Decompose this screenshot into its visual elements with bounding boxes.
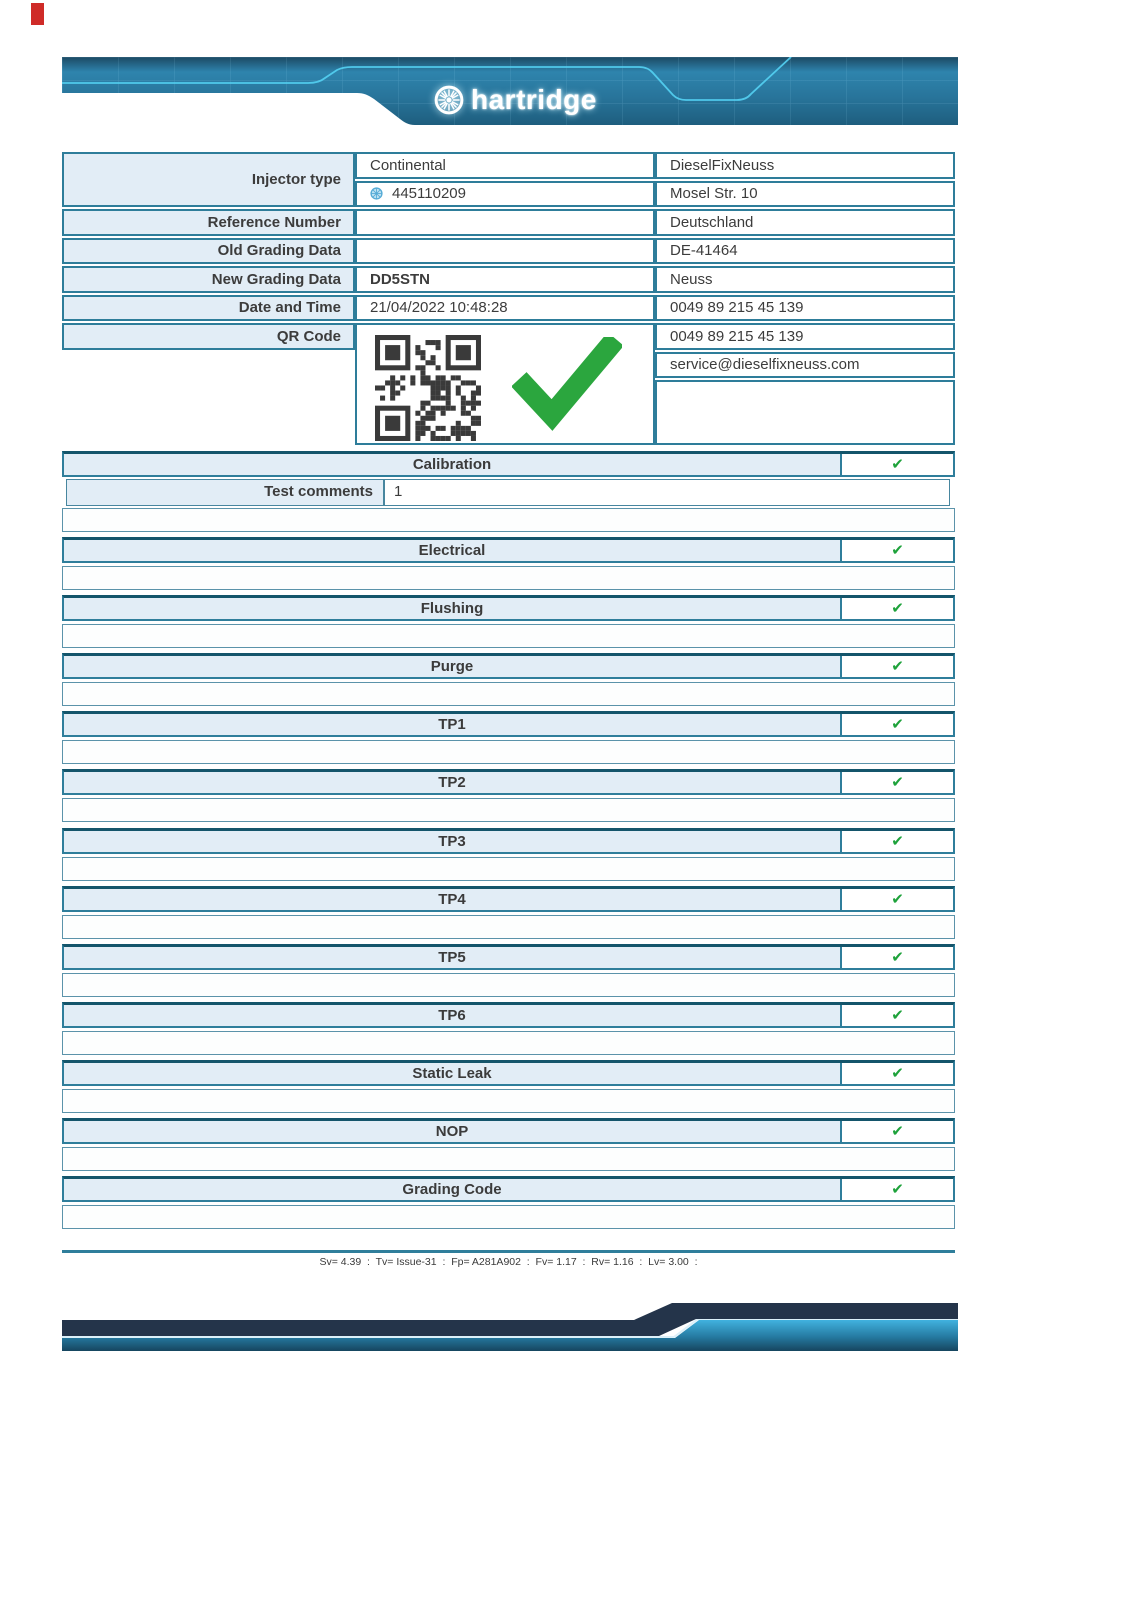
section-row-tp5 [62, 944, 955, 970]
section-row-purge [62, 653, 955, 679]
injector-number-text: 445110209 [392, 185, 466, 202]
section-label: Purge [430, 658, 474, 675]
check-icon: ✔ [891, 774, 904, 791]
section-status-cell [840, 598, 953, 619]
check-icon: ✔ [891, 949, 904, 966]
section-status-cell [840, 889, 953, 910]
hartridge-wheel-icon [434, 85, 464, 115]
section-label: NOP [435, 1123, 469, 1140]
spacer-row [62, 915, 955, 939]
section-status-cell [840, 1179, 953, 1200]
injector-wheel-icon [370, 187, 383, 200]
qr-code [375, 335, 481, 441]
system-info-line: Sv= 4.39 : Tv= Issue-31 : Fp= A281A902 : Fv= 1.17 : Rv= 1.16 : Lv= 3.00 : [319, 1256, 698, 1268]
spacer-row [62, 1205, 955, 1229]
check-icon: ✔ [891, 1123, 904, 1140]
section-row-flushing [62, 595, 955, 621]
qr-code-cell [355, 323, 655, 445]
contact-empty-cell [655, 380, 955, 445]
spacer-row [62, 798, 955, 822]
check-icon: ✔ [891, 456, 904, 473]
contact-country: Deutschland [655, 209, 955, 236]
value-old-grading [355, 238, 655, 264]
check-icon: ✔ [891, 600, 904, 617]
section-row-nop [62, 1118, 955, 1144]
spacer-row [62, 566, 955, 590]
logo-text: hartridge [471, 84, 597, 115]
section-status-cell [840, 656, 953, 677]
value-injector-number [355, 181, 655, 207]
section-label: Grading Code [402, 1181, 502, 1198]
contact-phone2: 0049 89 215 45 139 [655, 323, 955, 350]
contact-email: service@dieselfixneuss.com [655, 352, 955, 378]
check-icon: ✔ [891, 833, 904, 850]
section-label: TP3 [438, 833, 466, 850]
label-injector-type: Injector type [62, 152, 355, 207]
footer-banner [62, 1303, 958, 1351]
contact-company: DieselFixNeuss [655, 152, 955, 179]
hartridge-logo [434, 83, 597, 117]
spacer-row [62, 1147, 955, 1171]
spacer-row [62, 508, 955, 532]
section-label: Flushing [420, 600, 484, 617]
section-status-cell [840, 831, 953, 852]
section-status-cell [840, 772, 953, 793]
contact-city: Neuss [655, 266, 955, 293]
label-qr-code: QR Code [62, 323, 355, 350]
spacer-row [62, 1089, 955, 1113]
contact-phone1: 0049 89 215 45 139 [655, 295, 955, 321]
spacer-row [62, 740, 955, 764]
spacer-row [62, 682, 955, 706]
spacer-row [62, 857, 955, 881]
test-comments-value: 1 [394, 483, 403, 500]
check-icon: ✔ [891, 891, 904, 908]
value-manufacturer: Continental [355, 152, 655, 179]
label-old-grading-data: Old Grading Data [62, 238, 355, 264]
test-comments-label: Test comments [67, 480, 385, 505]
spacer-row [62, 624, 955, 648]
label-date-and-time: Date and Time [62, 295, 355, 321]
section-row-tp2 [62, 769, 955, 795]
test-comments-row [66, 479, 950, 506]
section-row-tp4 [62, 886, 955, 912]
section-label: TP2 [438, 774, 466, 791]
result-check-icon [512, 337, 622, 433]
check-icon: ✔ [891, 1065, 904, 1082]
section-label: TP1 [438, 716, 466, 733]
section-row-tp6 [62, 1002, 955, 1028]
section-row-grading-code [62, 1176, 955, 1202]
section-status-cell [840, 714, 953, 735]
section-status-cell [840, 1005, 953, 1026]
section-row-calibration [62, 451, 955, 477]
section-status-cell [840, 454, 953, 475]
section-label: TP6 [438, 1007, 466, 1024]
label-reference-number: Reference Number [62, 209, 355, 236]
check-icon: ✔ [891, 716, 904, 733]
scan-artifact [31, 3, 44, 25]
value-new-grading: DD5STN [355, 266, 655, 293]
section-status-cell [840, 540, 953, 561]
contact-postal-code: DE-41464 [655, 238, 955, 264]
check-icon: ✔ [891, 1007, 904, 1024]
section-label: Calibration [412, 456, 492, 473]
section-label: TP4 [438, 891, 466, 908]
contact-street: Mosel Str. 10 [655, 181, 955, 207]
section-label: Electrical [418, 542, 486, 559]
section-row-electrical [62, 537, 955, 563]
section-status-cell [840, 947, 953, 968]
spacer-row [62, 973, 955, 997]
check-icon: ✔ [891, 542, 904, 559]
value-date-time: 21/04/2022 10:48:28 [355, 295, 655, 321]
section-label: Static Leak [412, 1065, 492, 1082]
check-icon: ✔ [891, 1181, 904, 1198]
section-label: TP5 [438, 949, 466, 966]
section-row-tp1 [62, 711, 955, 737]
section-row-static-leak [62, 1060, 955, 1086]
section-row-tp3 [62, 828, 955, 854]
section-status-cell [840, 1063, 953, 1084]
section-status-cell [840, 1121, 953, 1142]
value-reference-number [355, 209, 655, 236]
label-new-grading-data: New Grading Data [62, 266, 355, 293]
spacer-row [62, 1031, 955, 1055]
table-bottom-line [62, 1250, 955, 1253]
check-icon: ✔ [891, 658, 904, 675]
